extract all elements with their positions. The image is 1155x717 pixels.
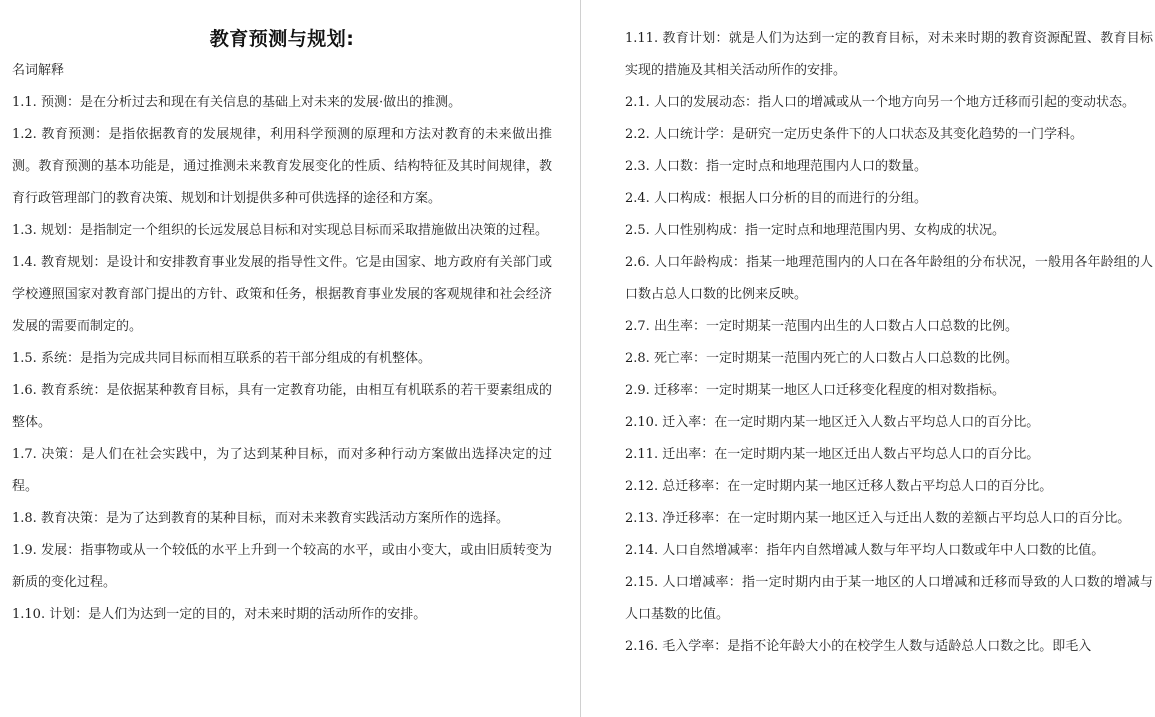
right-column-body [625,23,1153,663]
definition-entry: 2.6. 人口年龄构成：指某一地理范围内的人口在各年龄组的分布状况，一般用各年龄组的人口数占总人口数的比例来反映。 [625,255,1153,302]
column-divider [580,0,581,717]
definition-entry: 2.13. 净迁移率：在一定时期内某一地区迁入与迁出人数的差额占平均总人口的百分比。 [625,511,1131,526]
definition-entry: 1.4. 教育规划：是设计和安排教育事业发展的指导性文件。它是由国家、地方政府有关部门或学校遵照国家对教育部门提出的方针、政策和任务，根据教育事业发展的客观规律和社会经济发展的需要而制定的。 [12,255,552,334]
definition-entry: 2.3. 人口数：指一定时点和地理范围内人口的数量。 [625,159,927,174]
section-heading: 名词解释 [12,63,65,78]
definition-entry: 1.2. 教育预测：是指依据教育的发展规律，利用科学预测的原理和方法对教育的未来做出推测。教育预测的基本功能是，通过推测未来教育发展变化的性质、结构特征及其时间规律，教育行政管理部门的教育决策、规划和计划提供多种可供选择的途径和方案。 [12,127,552,206]
definition-entry: 2.1. 人口的发展动态：指人口的增减或从一个地方向另一个地方迁移而引起的变动状态。 [625,95,1135,110]
right-column [625,0,1153,717]
definition-entry: 1.8. 教育决策：是为了达到教育的某种目标，而对未来教育实践活动方案所作的选择。 [12,511,509,526]
definition-entry: 1.6. 教育系统：是依据某种教育目标，具有一定教育功能，由相互有机联系的若干要素组成的整体。 [12,383,552,430]
definition-entry: 1.11. 教育计划：就是人们为达到一定的教育目标，对未来时期的教育资源配置、教育目标实现的措施及其相关活动所作的安排。 [625,31,1153,78]
definition-entry: 1.3. 规划：是指制定一个组织的长远发展总目标和对实现总目标而采取措施做出决策的过程。 [12,223,548,238]
definition-entry: 2.15. 人口增减率：指一定时期内由于某一地区的人口增减和迁移而导致的人口数的增减与人口基数的比值。 [625,575,1153,622]
definition-entry: 2.11. 迁出率：在一定时期内某一地区迁出人数占平均总人口的百分比。 [625,447,1040,462]
definition-entry: 2.9. 迁移率：一定时期某一地区人口迁移变化程度的相对数指标。 [625,383,1005,398]
definition-entry: 2.16. 毛入学率：是指不论年龄大小的在校学生人数与适龄总人口数之比。即毛入 [625,639,1092,654]
definition-entry: 2.10. 迁入率：在一定时期内某一地区迁入人数占平均总人口的百分比。 [625,415,1040,430]
left-column [12,0,552,717]
definition-entry: 1.9. 发展：指事物或从一个较低的水平上升到一个较高的水平，或由小变大，或由旧质转变为新质的变化过程。 [12,543,552,590]
definition-entry: 2.8. 死亡率：一定时期某一范围内死亡的人口数占人口总数的比例。 [625,351,1018,366]
definition-entry: 2.2. 人口统计学：是研究一定历史条件下的人口状态及其变化趋势的一门学科。 [625,127,1083,142]
definition-entry: 2.14. 人口自然增减率：指年内自然增减人数与年平均人口数或年中人口数的比值。 [625,543,1105,558]
definition-entry: 2.4. 人口构成：根据人口分析的目的而进行的分组。 [625,191,927,206]
definition-entry: 2.12. 总迁移率：在一定时期内某一地区迁移人数占平均总人口的百分比。 [625,479,1053,494]
document-title: 教育预测与规划: [209,28,355,50]
definition-entry: 1.1. 预测：是在分析过去和现在有关信息的基础上对未来的发展·做出的推测。 [12,95,462,110]
definition-entry: 2.7. 出生率：一定时期某一范围内出生的人口数占人口总数的比例。 [625,319,1018,334]
definition-entry: 1.7. 决策：是人们在社会实践中，为了达到某种目标，而对多种行动方案做出选择决定的过程。 [12,447,552,494]
definition-entry: 2.5. 人口性别构成：指一定时点和地理范围内男、女构成的状况。 [625,223,1005,238]
definition-entry: 1.5. 系统：是指为完成共同目标而相互联系的若干部分组成的有机整体。 [12,351,431,366]
left-column-body [12,87,552,631]
definition-entry: 1.10. 计划：是人们为达到一定的目的，对未来时期的活动所作的安排。 [12,607,427,622]
